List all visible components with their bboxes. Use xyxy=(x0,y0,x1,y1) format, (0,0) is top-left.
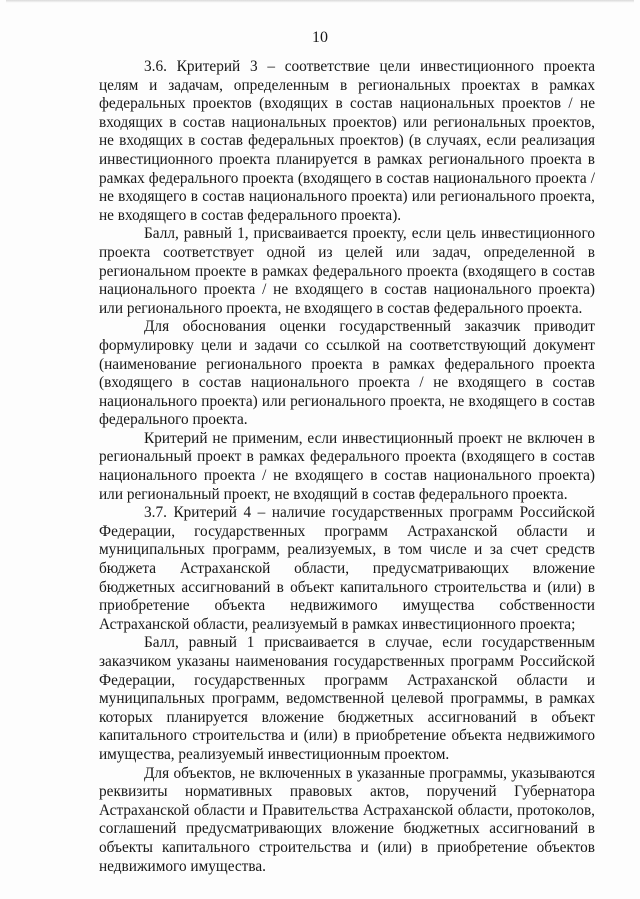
paragraph-criterion-4-score: Балл, равный 1 присваивается в случае, если государственным заказчиком указаны наименования государственных программ Российской Федерации, государственных программ Астраханской области и муниципальных программ, ведомственной целевой программы, в рамках которых планируется вложение бюджетных ассигнований в объект капитального строительства и (или) в приобретение объекта недвижимого имущества, реализуемый инвестиционным проектом. xyxy=(99,634,595,763)
paragraph-criterion-3-score: Балл, равный 1, присваивается проекту, если цель инвестиционного проекта соответствует одной из целей или задач, определенной в региональном проекте в рамках федерального проекта (входящего в состав национального проекта / не входящего в состав национального проекта) или регионального проекта, не входящего в состав федерального проекта. xyxy=(99,225,595,317)
paragraph-criterion-3: 3.6. Критерий 3 – соответствие цели инвестиционного проекта целям и задачам, определенным в региональных проектах в рамках федеральных проектов (входящих в состав национальных проектов / не входящих в состав национальных проектов) или региональных проектов, не входящих в состав федеральных проектов) (в случаях, если реализация инвестиционного проекта планируется в рамках регионального проекта в рамках федерального проекта (входящего в состав национального проекта / не входящего в состав национального проекта) или регионального проекта, не входящего в состав федерального проекта). xyxy=(99,58,595,224)
paragraph-criterion-4: 3.7. Критерий 4 – наличие государственных программ Российской Федерации, государственных программ Астраханской области и муниципальных программ, реализуемых, в том числе и за счет средств бюджета Астраханской области, предусматривающих вложение бюджетных ассигнований в объект капитального строительства и (или) в приобретение объекта недвижимого имущества собственности Астраханской области, реализуемый в рамках инвестиционного проекта; xyxy=(99,504,595,633)
paragraph-criterion-4-other-objects: Для объектов, не включенных в указанные программы, указываются реквизиты нормативных правовых актов, поручений Губернатора Астраханской области и Правительства Астраханской области, протоколов, соглашений предусматривающих вложение бюджетных ассигнований в объекты капитального строительства и (или) в приобретение объектов недвижимого имущества. xyxy=(99,764,595,875)
page-number: 10 xyxy=(312,29,328,46)
document-body xyxy=(99,58,595,876)
paragraph-criterion-3-justification: Для обоснования оценки государственный заказчик приводит формулировку цели и задачи со ссылкой на соответствующий документ (наименование регионального проекта в рамках федерального проекта (входящего в состав национального проекта / не входящего в состав национального проекта) или регионального проекта, не входящего в состав федерального проекта. xyxy=(99,318,595,429)
paragraph-criterion-3-not-applicable: Критерий не применим, если инвестиционный проект не включен в региональный проект в рамках федерального проекта (входящего в состав национального проекта / не входящего в состав национального проекта) или региональный проект, не входящий в состав федерального проекта. xyxy=(99,429,595,503)
page-top-edge xyxy=(6,0,634,3)
